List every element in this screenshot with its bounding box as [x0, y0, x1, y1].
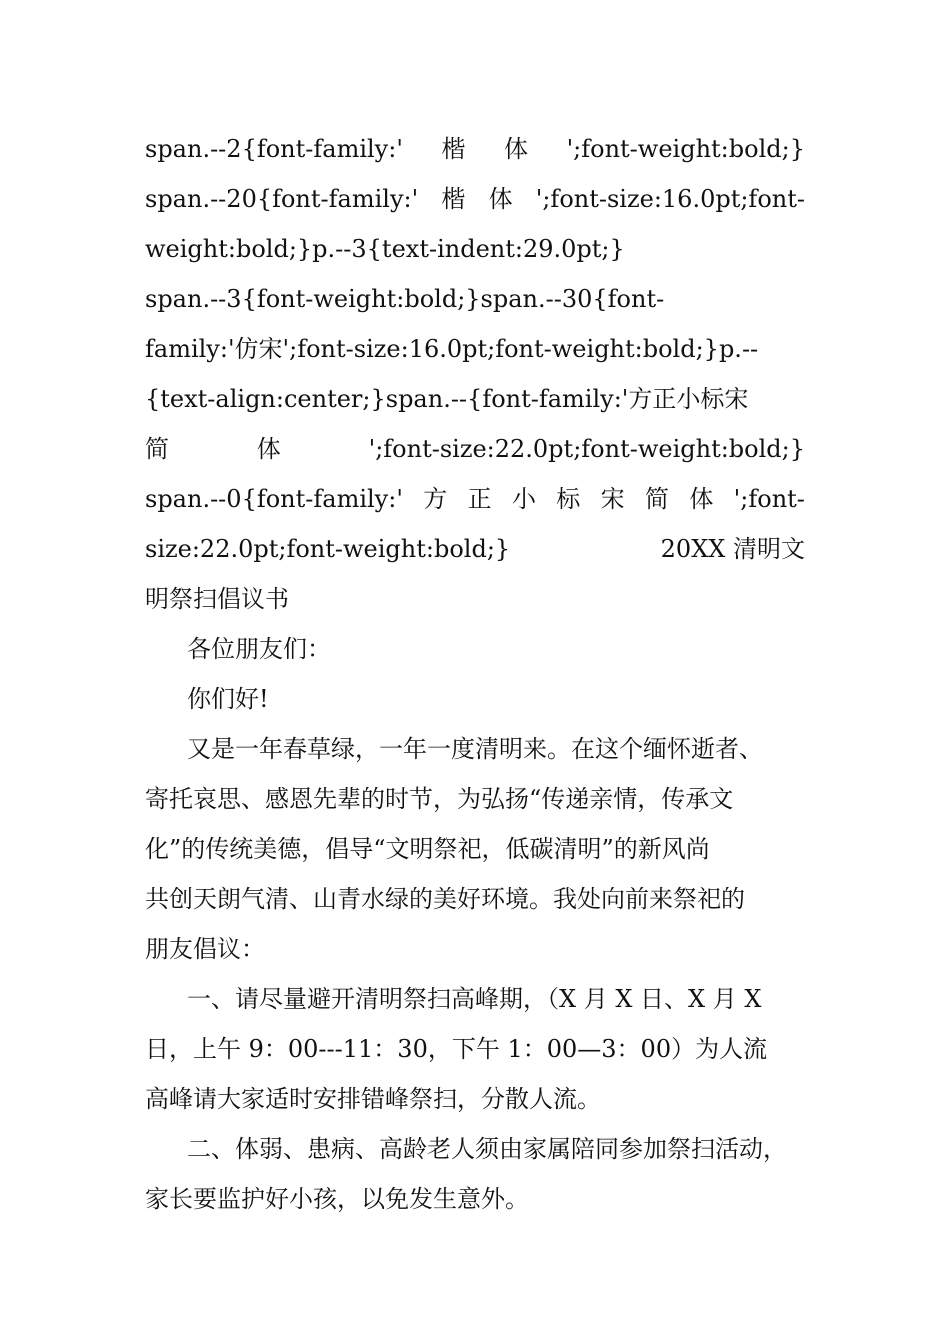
paragraph-1-line-3: 化”的传统美德，倡导“文明祭祀，低碳清明”的新风尚: [145, 835, 710, 863]
paragraph-1-line-5: 朋友倡议：: [145, 935, 265, 963]
css-leak-line-4: span.--3{font-weight:bold;}span.--30{font-: [145, 285, 665, 313]
greeting: 你们好!: [187, 685, 269, 713]
paragraph-1-line-1: 又是一年春草绿，一年一度清明来。在这个缅怀逝者、: [187, 735, 763, 763]
paragraph-1-line-4: 共创天朗气清、山青水绿的美好环境。我处向前来祭祀的: [145, 885, 745, 913]
css-leak-line-3: weight:bold;}p.--3{text-indent:29.0pt;}: [145, 235, 625, 263]
item-1-line-2: 日，上午 9：00---11：30，下午 1：00—3：00）为人流: [145, 1035, 768, 1063]
css-leak-line-8: span.--0{font-family:' 方 正 小 标 宋 简 体 ';font-: [145, 485, 805, 513]
salutation: 各位朋友们：: [187, 635, 331, 663]
item-1-line-1: 一、请尽量避开清明祭扫高峰期，（X 月 X 日、X 月 X: [187, 985, 762, 1013]
document-title-start: 20XX 清明文: [660, 535, 805, 563]
css-leak-line-2: span.--20{font-family:' 楷 体 ';font-size:16.0pt;font-: [145, 185, 805, 213]
document-title-end: 明祭扫倡议书: [145, 585, 289, 613]
title-line: size:22.0pt;font-weight:bold;} 20XX 清明文: [145, 524, 805, 574]
item-1-line-3: 高峰请大家适时安排错峰祭扫，分散人流。: [145, 1085, 601, 1113]
css-leak-line-6: {text-align:center;}span.--{font-family:'方正小标宋: [145, 385, 749, 413]
item-2-line-2: 家长要监护好小孩，以免发生意外。: [145, 1185, 529, 1213]
css-leak-line-5: family:'仿宋';font-size:16.0pt;font-weight:bold;}p.--: [145, 335, 759, 363]
item-2-line-1: 二、体弱、患病、高龄老人须由家属陪同参加祭扫活动，: [187, 1135, 787, 1163]
css-leak-line-1: span.--2{font-family:' 楷 体 ';font-weight:bold;}: [145, 135, 805, 163]
css-leak-line-7: 简 体 ';font-size:22.0pt;font-weight:bold;}: [145, 435, 805, 463]
paragraph-1-line-2: 寄托哀思、感恩先辈的时节，为弘扬“传递亲情，传承文: [145, 785, 734, 813]
